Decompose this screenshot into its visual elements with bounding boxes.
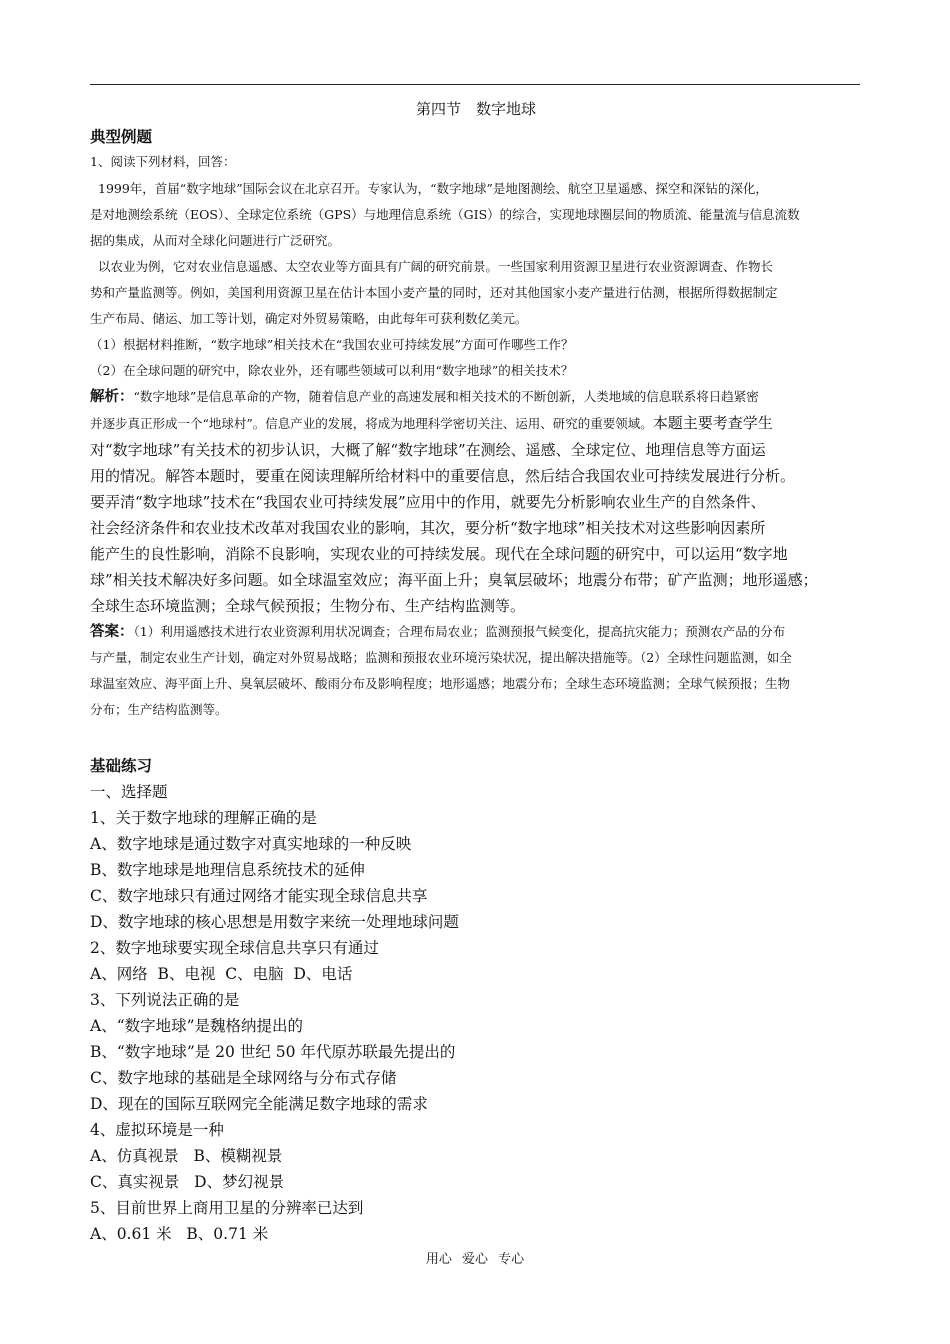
page-title: 第四节 数字地球 bbox=[415, 100, 536, 118]
option: C、数字地球只有通过网络才能实现全球信息共享 bbox=[90, 887, 428, 905]
sub-question-2: （2）在全球问题的研究中，除农业外，还有哪些领域可以利用“数字地球”的相关技术？ bbox=[90, 363, 574, 378]
option: B、“数字地球”是 20 世纪 50 年代原苏联最先提出的 bbox=[90, 1043, 456, 1061]
question-2: 2、数字地球要实现全球信息共享只有通过 bbox=[90, 939, 379, 957]
material-line: 据的集成，从而对全球化问题进行广泛研究。 bbox=[90, 233, 341, 248]
question-3: 3、下列说法正确的是 bbox=[90, 991, 240, 1009]
analysis-line: 解析：“数字地球”是信息革命的产物，随着信息产业的高速发展和相关技术的不断创新，人类地域的信息联系将日趋紧密 bbox=[90, 388, 759, 405]
material-line: 势和产量监测等。例如，美国利用资源卫星在估计本国小麦产量的同时，还对其他国家小麦产量进行估测，根据所得数据制定 bbox=[90, 285, 778, 300]
choice-heading: 一、选择题 bbox=[90, 783, 168, 801]
option: C、数字地球的基础是全球网络与分布式存储 bbox=[90, 1069, 397, 1087]
option: A、仿真视景 B、模糊视景 bbox=[90, 1147, 283, 1165]
analysis-line: 要弄清“数字地球”技术在“我国农业可持续发展”应用中的作用，就要先分析影响农业生产的自然条件、 bbox=[90, 493, 766, 511]
answer-line: 与产量，制定农业生产计划，确定对外贸易战略；监测和预报农业环境污染状况，提出解决措施等。（2）全球性问题监测，如全 bbox=[90, 650, 792, 665]
option: A、网络 B、电视 C、电脑 D、电话 bbox=[90, 965, 353, 983]
document-body bbox=[90, 96, 862, 1247]
header-rule bbox=[90, 84, 860, 85]
material-line: 生产布局、储运、加工等计划，确定对外贸易策略，由此每年可获利数亿美元。 bbox=[90, 311, 528, 326]
material-line: 是对地测绘系统（EOS）、全球定位系统（GPS）与地理信息系统（GIS）的综合，实现地球圈层间的物质流、能量流与信息流数 bbox=[90, 207, 800, 222]
question-4: 4、虚拟环境是一种 bbox=[90, 1121, 224, 1139]
sub-question-1: （1）根据材料推断，“数字地球”相关技术在“我国农业可持续发展”方面可作哪些工作？ bbox=[90, 337, 574, 352]
analysis-line: 并逐步真正形成一个“地球村”。信息产业的发展，将成为地理科学密切关注、运用、研究的重要领域。本题主要考查学生 bbox=[90, 414, 773, 432]
answer-label: 答案： bbox=[90, 623, 134, 640]
option: D、现在的国际互联网完全能满足数字地球的需求 bbox=[90, 1095, 428, 1113]
analysis-line: 能产生的良性影响，消除不良影响，实现农业的可持续发展。现代在全球问题的研究中，可以运用“数字地 bbox=[90, 545, 788, 563]
analysis-line: 用的情况。解答本题时，要重在阅读理解所给材料中的重要信息，然后结合我国农业可持续发展进行分析。 bbox=[90, 467, 796, 485]
question-intro: 1、阅读下列材料，回答： bbox=[90, 154, 236, 169]
question-1: 1、关于数字地球的理解正确的是 bbox=[90, 809, 317, 827]
section-gap bbox=[90, 723, 862, 753]
option: A、0.61 米 B、0.71 米 bbox=[90, 1225, 269, 1243]
analysis-line: 全球生态环境监测；全球气候预报；生物分布、生产结构监测等。 bbox=[90, 597, 526, 615]
option: A、“数字地球”是魏格纳提出的 bbox=[90, 1017, 304, 1035]
option: B、数字地球是地理信息系统技术的延伸 bbox=[90, 861, 365, 879]
analysis-line: 对“数字地球”有关技术的初步认识，大概了解“数字地球”在测绘、遥感、全球定位、地理信息等方面运 bbox=[90, 441, 766, 459]
material-line: 以农业为例，它对农业信息遥感、太空农业等方面具有广阔的研究前景。一些国家利用资源卫星进行农业资源调查、作物长 bbox=[98, 259, 774, 274]
analysis-line: 球”相关技术解决好多问题。如全球温室效应；海平面上升；臭氧层破坏；地震分布带；矿产监测；地形遥感； bbox=[90, 571, 818, 589]
page-footer: 用心 爱心 专心 bbox=[425, 1252, 525, 1267]
analysis-label: 解析： bbox=[90, 388, 134, 405]
section-heading-practice: 基础练习 bbox=[90, 756, 153, 775]
material-line: 1999年，首届“数字地球”国际会议在北京召开。专家认为，“数字地球”是地图测绘、航空卫星遥感、探空和深钻的深化， bbox=[98, 181, 768, 196]
option: A、数字地球是通过数字对真实地球的一种反映 bbox=[90, 835, 412, 853]
option: D、数字地球的核心思想是用数字来统一处理地球问题 bbox=[90, 913, 459, 931]
answer-line: 球温室效应、海平面上升、臭氧层破坏、酸雨分布及影响程度；地形遥感；地震分布；全球生态环境监测；全球气候预报；生物 bbox=[90, 676, 791, 691]
question-5: 5、目前世界上商用卫星的分辨率已达到 bbox=[90, 1199, 364, 1217]
answer-line: 分布；生产结构监测等。 bbox=[90, 702, 228, 717]
answer-line: 答案：（1）利用遥感技术进行农业资源利用状况调查；合理布局农业；监测预报气候变化，提高抗灾能力；预测农产品的分布 bbox=[90, 623, 786, 640]
analysis-line: 社会经济条件和农业技术改革对我国农业的影响，其次，要分析“数字地球”相关技术对这些影响因素所 bbox=[90, 519, 766, 537]
option: C、真实视景 D、梦幻视景 bbox=[90, 1173, 285, 1191]
section-heading-examples: 典型例题 bbox=[90, 127, 153, 146]
